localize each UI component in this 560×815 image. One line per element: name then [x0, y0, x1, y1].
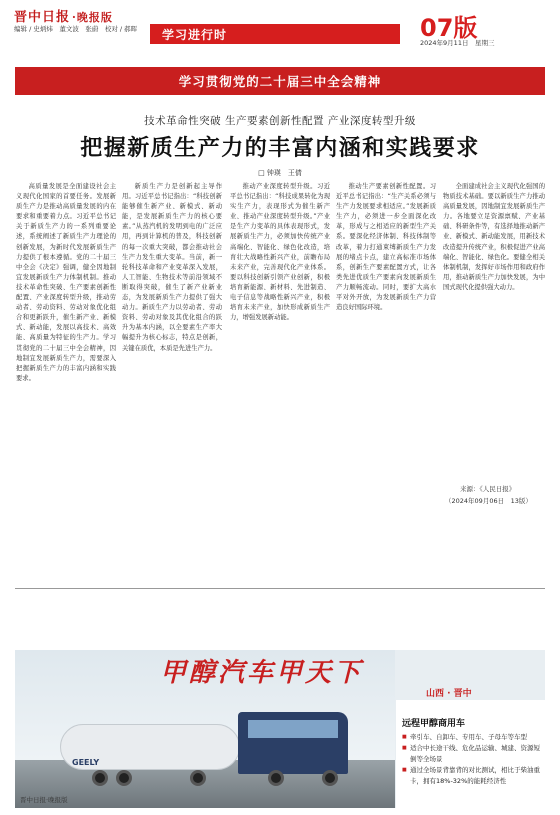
issue-date: 2024年9月11日 星期三	[420, 39, 495, 47]
ad-feature-item: ■ 适合中长途干线、危化品运输、城建、资源短倒等全场景	[402, 743, 542, 765]
ad-feature-item: ■ 通过全场景背靠背的对比测试，相比于柴油重卡，拥有18%-32%的能耗经济性	[402, 765, 542, 787]
ad-headline: 远程甲醇商用车	[402, 719, 466, 729]
truck-wheel	[268, 770, 284, 786]
logo-main: 晋中日报	[14, 10, 71, 25]
column-text: 高质量发展是全面建设社会主义现代化国家的首要任务。发展新质生产力是推动高质量发展的内在要求和重要着力点。习近平总书记关于新质生产力的一系列重要论述，系统阐述了新质生产力理论的创新发展，为新时代发展新质生产力提供了根本遵循。党的二十届三中全会《决定》强调，健全因地制宜发展新质生产力体制机制。推动技术革命性突破、生产要素创新性配置、产业深度转型升级，推动劳动者、劳动资料、劳动对象优化组合和更新跃升，催生新产业、新模式、新动能，发展以高技术、高效能、高质量为特征的生产力。学习贯彻党的二十届三中全会精神，因地制宜发展新质生产力，需要深入把握新质生产力的丰富内涵和实践要求。	[16, 183, 116, 382]
truck-wheel	[190, 770, 206, 786]
editors-line: 编辑 / 史炳炜 董文波 张蔚 校对 / 郝晖	[14, 25, 138, 33]
article-column-2	[122, 182, 222, 582]
ad-feature-item: ■ 牵引车、自卸车、专用车、子母车等车型	[402, 732, 542, 743]
ad-credit: 晋中日报·晚报版	[20, 796, 68, 804]
article-column-3	[230, 182, 330, 582]
article-source: 来源：《人民日报》	[460, 485, 516, 493]
ad-slogan: 甲醇汽车甲天下	[160, 658, 364, 688]
article-headline: 把握新质生产力的丰富内涵和实践要求	[80, 135, 480, 161]
brand-logo: GEELY	[72, 758, 100, 767]
truck-wheel	[322, 770, 338, 786]
column-text: 全面建成社会主义现代化强国的物质技术基础。要以新质生产力推动高质量发展，因地制宜发展新质生产力。各地要立足资源禀赋、产业基础、科研条件等，有选择地推动新产业、新模式、新动能发展，用新技术改造提升传统产业，积极促进产业高端化、智能化、绿色化。要健全相关体制机制，发挥好市场作用和政府作用，推动新质生产力加快发展，为中国式现代化提供强大动力。	[443, 183, 545, 291]
section-divider	[15, 588, 545, 589]
column-text: 推动产业深度转型升级。习近平总书记指出：“科技成果转化为现实生产力，表现形式为催生新产业、推动产业深度转型升级。”产业是生产力变革的具体表现形式，发展新质生产力，必须加快传统产业高端化、智能化、绿色化改造，培育壮大战略性新兴产业，前瞻布局未来产业，完善现代化产业体系。要以科技创新引领产业创新，积极培育新能源、新材料、先进制造、电子信息等战略性新兴产业，积极培育未来产业，加快形成新质生产力，增强发展新动能。	[230, 183, 330, 322]
truck-wheel	[116, 770, 132, 786]
ad-feature-list	[402, 732, 542, 787]
article-date-stamp: （2024年09月06日 13版）	[445, 497, 532, 505]
truck-window	[248, 720, 338, 738]
truck-wheel	[92, 770, 108, 786]
article-byline: □ 钟瑛 王倩	[258, 169, 302, 177]
column-text: 推动生产要素创新性配置。习近平总书记指出：“生产关系必须与生产力发展要求相适应。”发展新质生产力，必须进一步全面深化改革，形成与之相适应的新型生产关系。要深化经济体制、科技体制等改革，着力打通束缚新质生产力发展的堵点卡点，建立高标准市场体系，创新生产要素配置方式，让各类先进优质生产要素向发展新质生产力顺畅流动。同时，要扩大高水平对外开放，为发展新质生产力营造良好国际环境。	[336, 183, 436, 312]
section-name: 学习进行时	[162, 28, 228, 42]
masthead	[0, 0, 560, 56]
article-column-1	[16, 182, 116, 582]
article-subtitle: 技术革命性突破 生产要素创新性配置 产业深度转型升级	[144, 115, 416, 127]
column-text: 新质生产力是创新起主导作用。习近平总书记指出：“科技创新能够催生新产业、新模式、新动能，是发展新质生产力的核心要素。”从蒸汽机的发明到电的广泛应用，再到计算机的普及，科技创新的每一次重大突破，都会推动社会生产力发生重大变革。当前，新一轮科技革命和产业变革深入发展，人工智能、生物技术等前沿领域不断取得突破，催生了新产业新业态，为发展新质生产力提供了强大动力。新质生产力以劳动者、劳动资料、劳动对象及其优化组合的跃升为基本内涵，以全要素生产率大幅提升为核心标志，特点是创新，关键在质优，本质是先进生产力。	[122, 183, 222, 352]
topic-banner-title: 学习贯彻党的二十届三中全会精神	[178, 74, 382, 89]
logo-sub: ·晚报版	[72, 11, 113, 24]
article-column-5	[443, 182, 545, 482]
article-column-4	[336, 182, 436, 582]
newspaper-logo	[14, 6, 113, 25]
page-number: 07版	[420, 14, 478, 42]
ad-region: 山西 · 晋中	[426, 689, 472, 699]
